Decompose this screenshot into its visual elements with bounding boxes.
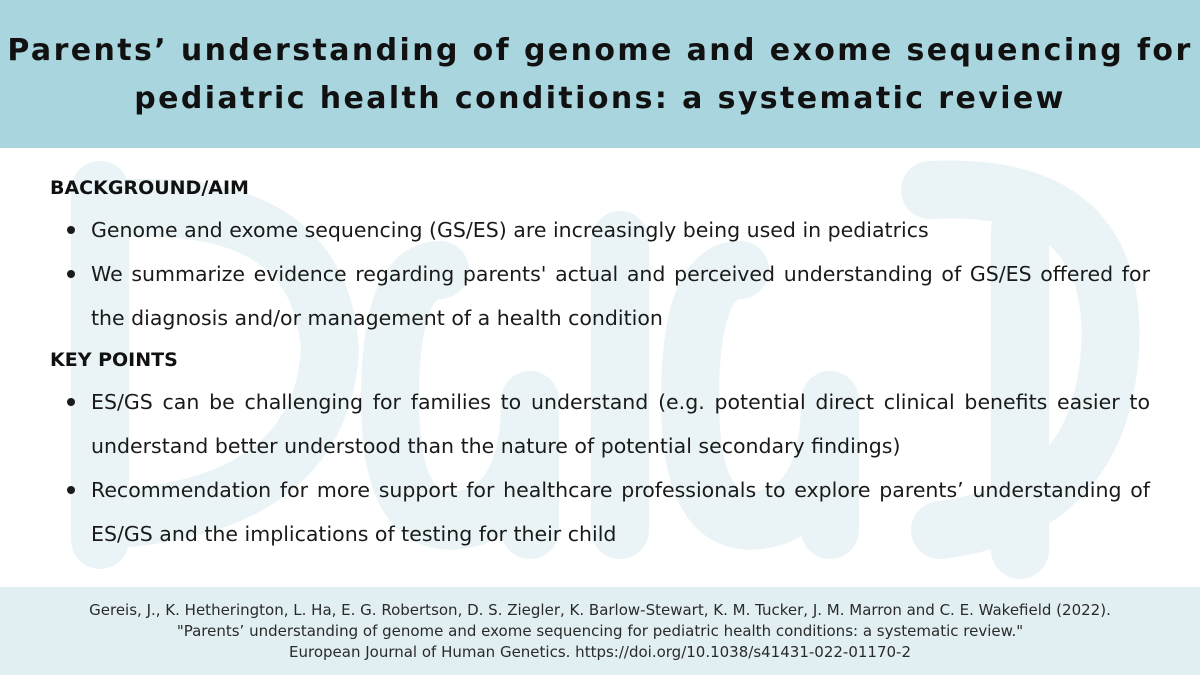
bullet-icon bbox=[67, 398, 75, 406]
bullet-list bbox=[50, 208, 1150, 340]
list-item bbox=[50, 208, 1150, 252]
section-heading: BACKGROUND/AIM bbox=[50, 177, 249, 199]
title-line-1: Parents’ understanding of genome and exome sequencing for bbox=[7, 33, 1193, 68]
list-item-text: Recommendation for more support for healthcare professionals to explore parents’ understanding of ES/GS and the implications of testing for their child bbox=[91, 478, 1150, 546]
bullet-list bbox=[50, 380, 1150, 556]
citation-line-2: "Parents’ understanding of genome and exome sequencing for pediatric health conditions: a systematic review." bbox=[176, 621, 1024, 640]
main-content bbox=[50, 168, 1150, 556]
list-item-text: Genome and exome sequencing (GS/ES) are increasingly being used in pediatrics bbox=[91, 218, 929, 242]
citation-line-3: European Journal of Human Genetics. https://doi.org/10.1038/s41431-022-01170-2 bbox=[289, 642, 911, 661]
bullet-icon bbox=[67, 486, 75, 494]
section-heading: KEY POINTS bbox=[50, 349, 178, 371]
section-key-points bbox=[50, 340, 1150, 556]
list-item-text: ES/GS can be challenging for families to understand (e.g. potential direct clinical benefits easier to understand better understood than the nature of potential secondary findings) bbox=[91, 390, 1150, 458]
citation-footer bbox=[0, 587, 1200, 675]
bullet-icon bbox=[67, 226, 75, 234]
list-item bbox=[50, 252, 1150, 340]
title-banner bbox=[0, 0, 1200, 148]
section-background-aim bbox=[50, 168, 1150, 340]
list-item-text: We summarize evidence regarding parents' actual and perceived understanding of GS/ES offered for the diagnosis and/or management of a health condition bbox=[91, 262, 1150, 330]
list-item bbox=[50, 380, 1150, 468]
list-item bbox=[50, 468, 1150, 556]
title-line-2: pediatric health conditions: a systematic review bbox=[134, 81, 1066, 116]
citation-line-1: Gereis, J., K. Hetherington, L. Ha, E. G. Robertson, D. S. Ziegler, K. Barlow-Stewart, K. M. Tucker, J. M. Marron and C. E. Wakefield (2022). bbox=[89, 600, 1111, 619]
bullet-icon bbox=[67, 270, 75, 278]
